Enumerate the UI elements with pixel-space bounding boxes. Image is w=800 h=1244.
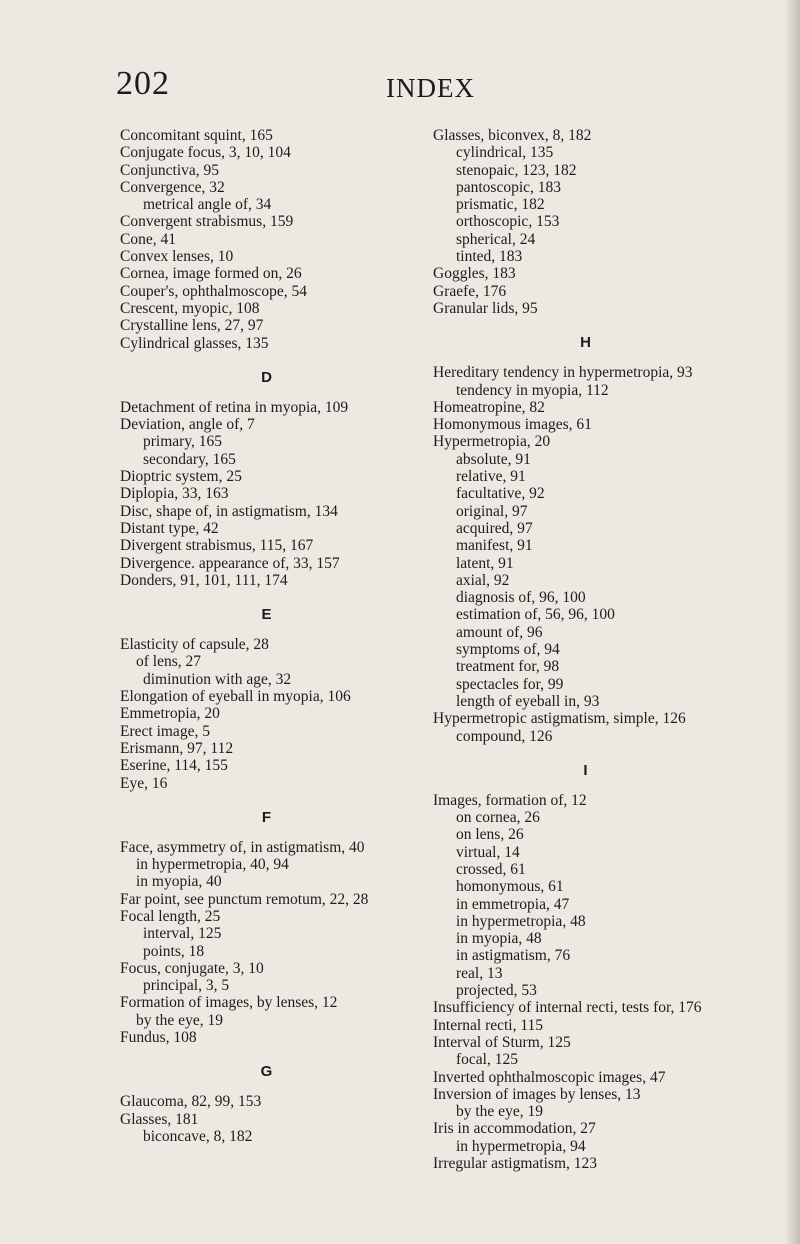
index-entry: Cornea, image formed on, 26 [120,265,302,283]
index-entry: Homonymous images, 61 [433,416,592,434]
index-entry: Interval of Sturm, 125 [433,1033,571,1051]
index-subentry: length of eyeball in, 93 [456,692,600,710]
index-subentry: relative, 91 [456,468,526,486]
index-subentry: focal, 125 [456,1051,518,1069]
index-entry: Convex lenses, 10 [120,248,234,266]
index-subentry: in astigmatism, 76 [456,947,571,965]
index-subentry: secondary, 165 [143,450,236,468]
index-subentry: manifest, 91 [456,537,533,555]
index-entry: Eye, 16 [120,774,168,792]
index-column-left [120,127,465,1145]
index-entry: Hereditary tendency in hypermetropia, 93 [433,364,693,382]
index-entry: Convergent strabismus, 159 [120,213,294,231]
index-entry: Formation of images, by lenses, 12 [120,994,338,1012]
index-subentry: diminution with age, 32 [143,670,292,688]
index-subentry: original, 97 [456,502,528,520]
index-subentry: virtual, 14 [456,843,520,861]
index-entry: Graefe, 176 [433,282,507,300]
index-subentry: on cornea, 26 [456,809,540,827]
index-subentry: stenopaic, 123, 182 [456,161,577,179]
index-entry: Face, asymmetry of, in astigmatism, 40 [120,838,365,856]
index-subentry: principal, 3, 5 [143,977,230,995]
index-subentry: crossed, 61 [456,860,526,878]
index-entry: Crystalline lens, 27, 97 [120,317,264,335]
index-entry: Eserine, 114, 155 [120,757,228,775]
index-subentry: compound, 126 [456,727,553,745]
index-entry: Cylindrical glasses, 135 [120,334,269,352]
index-subentry: in hypermetropia, 48 [456,912,586,930]
index-entry: Focus, conjugate, 3, 10 [120,959,264,977]
index-subentry: in myopia, 40 [136,873,222,891]
index-entry: Insufficiency of internal recti, tests for, 176 [433,999,702,1017]
index-entry: Iris in accommodation, 27 [433,1120,596,1138]
section-letter: F [261,808,272,826]
index-subentry: biconcave, 8, 182 [143,1127,253,1145]
page-number: 202 [116,65,170,102]
index-subentry: prismatic, 182 [456,196,545,214]
index-subentry: latent, 91 [456,554,514,572]
index-subentry: points, 18 [143,942,205,960]
index-subentry: metrical angle of, 34 [143,196,272,214]
index-entry: Erismann, 97, 112 [120,739,234,757]
index-subentry: pantoscopic, 183 [456,178,562,196]
index-subentry: in hypermetropia, 40, 94 [136,856,289,874]
index-entry: Convergence, 32 [120,178,225,196]
index-subentry: primary, 165 [143,433,223,451]
section-letter: E [261,606,272,624]
index-entry: Internal recti, 115 [433,1016,544,1034]
index-entry: Deviation, angle of, 7 [120,416,255,434]
index-entry: Fundus, 108 [120,1029,197,1047]
index-entry: Elongation of eyeball in myopia, 106 [120,688,351,706]
index-entry: Hypermetropia, 20 [433,433,551,451]
section-letter: G [260,1063,273,1081]
index-subentry: spherical, 24 [456,230,536,248]
index-entry: Goggles, 183 [433,265,516,283]
index-entry: Donders, 91, 101, 111, 174 [120,571,288,589]
index-entry: Disc, shape of, in astigmatism, 134 [120,502,338,520]
index-subentry: facultative, 92 [456,485,545,503]
index-entry: Granular lids, 95 [433,299,538,317]
index-entry: Cone, 41 [120,230,176,248]
index-entry: Distant type, 42 [120,519,219,537]
index-entry: Divergent strabismus, 115, 167 [120,537,314,555]
index-entry: Glasses, biconvex, 8, 182 [433,127,592,144]
index-subentry: estimation of, 56, 96, 100 [456,606,615,624]
index-subentry: on lens, 26 [456,826,524,844]
index-subentry: of lens, 27 [136,653,202,671]
index-subentry: cylindrical, 135 [456,144,554,162]
index-entry: Divergence. appearance of, 33, 157 [120,554,340,572]
index-entry: Elasticity of capsule, 28 [120,636,269,654]
index-entry: Emmetropia, 20 [120,705,220,723]
index-entry: Crescent, myopic, 108 [120,299,260,317]
index-entry: Far point, see punctum remotum, 22, 28 [120,890,369,908]
index-subentry: in emmetropia, 47 [456,895,570,913]
index-subentry: by the eye, 19 [456,1103,543,1121]
index-subentry: homonymous, 61 [456,878,564,896]
index-subentry: acquired, 97 [456,519,533,537]
index-subentry: in myopia, 48 [456,930,542,948]
section-letter: D [261,368,272,386]
index-entry: Concomitant squint, 165 [120,127,273,144]
index-entry: Homeatropine, 82 [433,398,545,416]
index-subentry: amount of, 96 [456,623,543,641]
index-entry: Detachment of retina in myopia, 109 [120,398,349,416]
index-subentry: tendency in myopia, 112 [456,381,609,399]
index-subentry: tinted, 183 [456,248,523,266]
index-subentry: interval, 125 [143,925,222,943]
index-entry: Erect image, 5 [120,722,210,740]
index-entry: Inversion of images by lenses, 13 [433,1085,641,1103]
index-entry: Irregular astigmatism, 123 [433,1155,597,1173]
index-subentry: real, 13 [456,964,503,982]
index-entry: Glasses, 181 [120,1110,199,1128]
index-entry: Glaucoma, 82, 99, 153 [120,1093,262,1111]
page-edge-shadow [784,0,800,1244]
index-subentry: by the eye, 19 [136,1011,223,1029]
index-subentry: spectacles for, 99 [456,675,564,693]
index-column-right [433,127,778,1172]
index-entry: Hypermetropic astigmatism, simple, 126 [433,710,686,728]
index-entry: Couper's, ophthalmoscope, 54 [120,282,308,300]
running-title: INDEX [386,73,475,103]
index-subentry: absolute, 91 [456,450,531,468]
index-entry: Inverted ophthalmoscopic images, 47 [433,1068,666,1086]
index-subentry: treatment for, 98 [456,658,560,676]
section-letter: H [580,334,591,352]
index-subentry: projected, 53 [456,982,537,1000]
index-subentry: axial, 92 [456,571,510,589]
index-subentry: orthoscopic, 153 [456,213,560,231]
index-entry: Images, formation of, 12 [433,791,587,809]
section-letter: I [583,761,588,779]
index-subentry: in hypermetropia, 94 [456,1137,586,1155]
index-subentry: symptoms of, 94 [456,641,560,659]
index-entry: Diplopia, 33, 163 [120,485,229,503]
index-entry: Conjunctiva, 95 [120,161,220,179]
index-entry: Dioptric system, 25 [120,468,242,486]
index-subentry: diagnosis of, 96, 100 [456,589,586,607]
index-entry: Focal length, 25 [120,907,221,925]
index-entry: Conjugate focus, 3, 10, 104 [120,144,291,162]
